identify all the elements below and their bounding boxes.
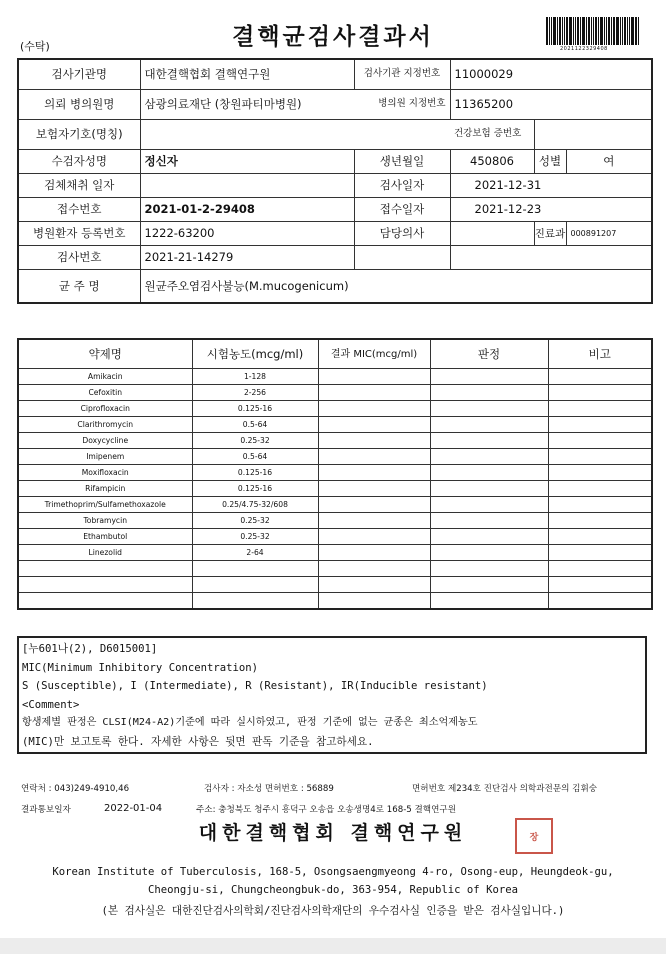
inspector: 검사자 : 자소성 면허번호 : 56889 bbox=[204, 784, 334, 794]
judgement bbox=[430, 417, 548, 433]
table-row bbox=[18, 369, 652, 385]
col-judgement: 판정 bbox=[430, 339, 548, 369]
receipt-date-value: 2021-12-23 bbox=[450, 197, 652, 221]
susceptibility-table bbox=[17, 338, 653, 610]
test-conc: 0.25-32 bbox=[192, 529, 318, 545]
judgement bbox=[430, 369, 548, 385]
drug-name: Trimethoprim/Sulfamethoxazole bbox=[18, 497, 192, 513]
judgement bbox=[430, 497, 548, 513]
strain-label: 균 주 명 bbox=[18, 269, 140, 303]
test-conc: 0.25-32 bbox=[192, 433, 318, 449]
copy-label: (수탁) bbox=[20, 40, 50, 53]
note-comment-2: (MIC)만 보고토록 한다. 자세한 사항은 뒷면 판독 기준을 참고하세요. bbox=[22, 735, 374, 748]
drug-name bbox=[18, 561, 192, 577]
contact: 연락처 : 043)249-4910,46 bbox=[21, 784, 130, 794]
drug-name: Ethambutol bbox=[18, 529, 192, 545]
table-row bbox=[18, 561, 652, 577]
notes-box bbox=[17, 636, 647, 754]
test-conc bbox=[192, 561, 318, 577]
test-conc: 2-64 bbox=[192, 545, 318, 561]
judgement bbox=[430, 529, 548, 545]
sex-value: 여 bbox=[566, 149, 652, 173]
mic-result bbox=[318, 545, 430, 561]
dept-label: 진료과 bbox=[534, 221, 566, 245]
patient-label: 수검자성명 bbox=[18, 149, 140, 173]
note-comment-1: 항생제별 판정은 CLSI(M24-A2)기준에 따라 실시하였고, 판정 기준에 없는 균종은 최소억제농도 bbox=[22, 717, 478, 729]
address-en-1: Korean Institute of Tuberculosis, 168-5, Osongsaengmyeong 4-ro, Osong-eup, Heungdeok-gu, bbox=[52, 866, 614, 878]
col-drug: 약제명 bbox=[18, 339, 192, 369]
remark bbox=[548, 545, 652, 561]
judgement bbox=[430, 593, 548, 610]
table-row bbox=[18, 577, 652, 593]
remark bbox=[548, 369, 652, 385]
patient-value: 정신자 bbox=[140, 149, 354, 173]
test-no-label: 검사번호 bbox=[18, 245, 140, 269]
lab-code-label: 검사기관 지정번호 bbox=[354, 59, 450, 89]
table-row bbox=[18, 449, 652, 465]
mic-result bbox=[318, 433, 430, 449]
judgement bbox=[430, 385, 548, 401]
mic-result bbox=[318, 417, 430, 433]
reg-no-value: 1222-63200 bbox=[140, 221, 354, 245]
strain-value: 원균주오염검사불능(M.mucogenicum) bbox=[140, 269, 652, 303]
drug-name: Moxifloxacin bbox=[18, 465, 192, 481]
insurance-value bbox=[140, 119, 450, 149]
judgement bbox=[430, 577, 548, 593]
mic-result bbox=[318, 561, 430, 577]
mic-result bbox=[318, 529, 430, 545]
hospital-code-value: 11365200 bbox=[450, 89, 652, 119]
test-no-value: 2021-21-14279 bbox=[140, 245, 354, 269]
note-code: [누601나(2), D6015001] bbox=[22, 643, 158, 655]
birth-label: 생년월일 bbox=[354, 149, 450, 173]
table-row bbox=[18, 529, 652, 545]
test-no-spare2 bbox=[450, 245, 652, 269]
remark bbox=[548, 449, 652, 465]
remark bbox=[548, 401, 652, 417]
test-no-spare bbox=[354, 245, 450, 269]
table-row bbox=[18, 481, 652, 497]
judgement bbox=[430, 513, 548, 529]
test-conc: 0.5-64 bbox=[192, 449, 318, 465]
judgement bbox=[430, 449, 548, 465]
institute-name: 대한결핵협회 결핵연구원 bbox=[198, 822, 468, 844]
remark bbox=[548, 577, 652, 593]
col-remark: 비고 bbox=[548, 339, 652, 369]
report-date: 2022-01-04 bbox=[104, 803, 163, 814]
judgement bbox=[430, 481, 548, 497]
mic-result bbox=[318, 497, 430, 513]
judgement bbox=[430, 401, 548, 417]
judgement bbox=[430, 545, 548, 561]
test-conc bbox=[192, 577, 318, 593]
mic-result bbox=[318, 449, 430, 465]
test-conc: 1-128 bbox=[192, 369, 318, 385]
table-row bbox=[18, 497, 652, 513]
test-conc: 2-256 bbox=[192, 385, 318, 401]
hospital-code-label: 병의원 지정번호 bbox=[354, 89, 450, 119]
table-row bbox=[18, 433, 652, 449]
hospital-value: 삼광의료재단 (창원파티마병원) bbox=[140, 89, 354, 119]
collect-value bbox=[140, 173, 354, 197]
table-row bbox=[18, 401, 652, 417]
hospital-label: 의뢰 병의원명 bbox=[18, 89, 140, 119]
address-en-2: Cheongju-si, Chungcheongbuk-do, 363-954, Republic of Korea bbox=[148, 884, 518, 896]
test-conc bbox=[192, 593, 318, 610]
test-conc: 0.25-32 bbox=[192, 513, 318, 529]
remark bbox=[548, 529, 652, 545]
drug-name: Imipenem bbox=[18, 449, 192, 465]
drug-name bbox=[18, 593, 192, 610]
receipt-no-value: 2021-01-2-29408 bbox=[140, 197, 354, 221]
birth-value: 450806 bbox=[450, 149, 534, 173]
remark bbox=[548, 497, 652, 513]
note-mic: MIC(Minimum Inhibitory Concentration) bbox=[22, 661, 258, 674]
table-row bbox=[18, 417, 652, 433]
lab-value: 대한결핵협회 결핵연구원 bbox=[140, 59, 354, 89]
certification: (본 검사실은 대한진단검사의학회/진단검사의학재단의 우수검사실 인증을 받은 검사실입니다.) bbox=[101, 905, 565, 917]
lab-code-value: 11000029 bbox=[450, 59, 652, 89]
remark bbox=[548, 593, 652, 610]
collect-label: 검체채취 일자 bbox=[18, 173, 140, 197]
remark bbox=[548, 417, 652, 433]
mic-result bbox=[318, 465, 430, 481]
test-conc: 0.125-16 bbox=[192, 401, 318, 417]
barcode-icon bbox=[546, 17, 652, 45]
remark bbox=[548, 561, 652, 577]
doctor-value bbox=[450, 221, 534, 245]
drug-name: Clarithromycin bbox=[18, 417, 192, 433]
table-row bbox=[18, 545, 652, 561]
col-conc: 시험농도(mcg/ml) bbox=[192, 339, 318, 369]
approver: 면허번호 제234호 진단검사 의학과전문의 김휘숭 bbox=[412, 784, 598, 794]
table-row bbox=[18, 513, 652, 529]
info-table bbox=[17, 58, 653, 304]
test-conc: 0.5-64 bbox=[192, 417, 318, 433]
mic-result bbox=[318, 385, 430, 401]
mic-result bbox=[318, 401, 430, 417]
drug-name: Tobramycin bbox=[18, 513, 192, 529]
address-kr: 주소: 충청북도 청주시 흥덕구 오송읍 오송생명4로 168-5 결핵연구원 bbox=[196, 805, 456, 815]
doctor-label: 담당의사 bbox=[354, 221, 450, 245]
cert-value bbox=[534, 119, 652, 149]
drug-name: Amikacin bbox=[18, 369, 192, 385]
test-date-value: 2021-12-31 bbox=[450, 173, 652, 197]
insurance-label: 보험자기호(명칭) bbox=[18, 119, 140, 149]
remark bbox=[548, 465, 652, 481]
judgement bbox=[430, 433, 548, 449]
mic-result bbox=[318, 513, 430, 529]
remark bbox=[548, 433, 652, 449]
remark bbox=[548, 481, 652, 497]
drug-name: Rifampicin bbox=[18, 481, 192, 497]
test-conc: 0.125-16 bbox=[192, 481, 318, 497]
table-row bbox=[18, 593, 652, 610]
note-legend: S (Susceptible), I (Intermediate), R (Resistant), IR(Inducible resistant) bbox=[22, 680, 488, 693]
test-date-label: 검사일자 bbox=[354, 173, 450, 197]
judgement bbox=[430, 465, 548, 481]
mic-result bbox=[318, 577, 430, 593]
table-row bbox=[18, 385, 652, 401]
sex-label: 성별 bbox=[534, 149, 566, 173]
drug-name bbox=[18, 577, 192, 593]
judgement bbox=[430, 561, 548, 577]
receipt-no-label: 접수번호 bbox=[18, 197, 140, 221]
test-conc: 0.25/4.75-32/608 bbox=[192, 497, 318, 513]
report-date-label: 결과통보일자 bbox=[21, 805, 71, 815]
official-seal: 장 bbox=[515, 818, 553, 854]
remark bbox=[548, 513, 652, 529]
barcode-number: 2021122329408 bbox=[560, 46, 608, 52]
drug-name: Ciprofloxacin bbox=[18, 401, 192, 417]
receipt-date-label: 접수일자 bbox=[354, 197, 450, 221]
cert-label: 건강보험 증번호 bbox=[450, 119, 534, 149]
drug-name: Doxycycline bbox=[18, 433, 192, 449]
table-row bbox=[18, 465, 652, 481]
reg-no-label: 병원환자 등록번호 bbox=[18, 221, 140, 245]
remark bbox=[548, 385, 652, 401]
mic-result bbox=[318, 369, 430, 385]
note-comment-heading: <Comment> bbox=[22, 698, 80, 711]
drug-name: Cefoxitin bbox=[18, 385, 192, 401]
dept-value: 000891207 bbox=[566, 221, 652, 245]
report-title: 결핵균검사결과서 bbox=[232, 23, 434, 50]
col-mic: 결과 MIC(mcg/ml) bbox=[318, 339, 430, 369]
test-conc: 0.125-16 bbox=[192, 465, 318, 481]
drug-name: Linezolid bbox=[18, 545, 192, 561]
mic-result bbox=[318, 481, 430, 497]
lab-label: 검사기관명 bbox=[18, 59, 140, 89]
mic-result bbox=[318, 593, 430, 610]
